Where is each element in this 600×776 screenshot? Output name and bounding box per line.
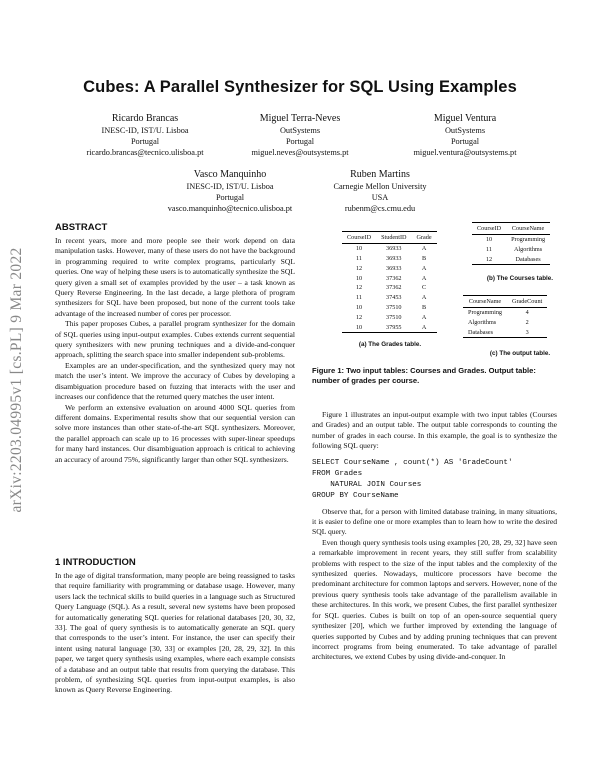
table-cell: Databases <box>506 255 550 265</box>
table-cell: 12 <box>355 264 363 272</box>
courses-table <box>472 222 550 265</box>
author-name: Miguel Ventura <box>433 113 497 124</box>
paper-title: Cubes: A Parallel Synthesizer for SQL Using Examples <box>83 78 517 96</box>
table-header-cell: GradeCount <box>507 296 547 308</box>
arxiv-stamp: arXiv:2203.04995v1 [cs.PL] 9 Mar 2022 <box>8 247 25 513</box>
author-country: Portugal <box>130 137 160 146</box>
author-email: miguel.neves@outsystems.pt <box>251 148 349 157</box>
code-line: NATURAL JOIN Courses <box>312 480 422 489</box>
author-affiliation: INESC-ID, IST/U. Lisboa <box>186 182 274 191</box>
author-affiliation: OutSystems <box>444 126 486 135</box>
grades-table <box>342 231 437 333</box>
table-cell: 11 <box>356 294 363 302</box>
table-row <box>342 303 437 313</box>
table-header-cell: CourseID <box>472 223 506 235</box>
table-cell: 37955 <box>376 322 411 332</box>
table-row <box>472 255 550 265</box>
grades-table-caption: (a) The Grades table. <box>358 341 422 348</box>
courses-table-caption: (b) The Courses table. <box>486 275 554 282</box>
figure-1-caption: Figure 1: Two input tables: Courses and Grades. Output table: number of grades per course. <box>312 366 536 385</box>
grades-table-figure <box>342 231 437 333</box>
author-country: USA <box>371 193 389 202</box>
right-paragraph: Observe that, for a person with limited database training, in many situations, it is easier to define one or more examples than to learn how to write the desired SQL query. <box>312 506 557 537</box>
right-paragraph: Even though query synthesis tools using examples [20, 28, 29, 32] have seen a remarkable improvement in recent years, they still suffer from scalability problems with respect to the size of the input tables and the complexity of the synthesized queries. Nowadays, multicore processors have become the predominant architecture for common laptops and servers. However, none of the previous query synthesis tools take advantage of the parallelism available in these architectures. In this work, we present Cubes, the first parallel synthesizer for SQL queries. Cubes is built on top of an open-source sequential query synthesizer [20], which we further improved by extending the language of queries supported by Cubes and by adding pruning techniques that can prevent incorrect programs from being enumerated. To take advantage of parallel architectures, we extend Cubes by using divide-and-conquer. In <box>312 537 557 662</box>
table-cell: 10 <box>355 304 363 312</box>
sql-code-block <box>312 458 557 502</box>
table-cell: A <box>412 322 437 332</box>
table-row <box>342 313 437 323</box>
table-cell: Programming <box>511 236 546 244</box>
table-cell: 37362 <box>386 274 402 282</box>
intro-paragraph: In the age of digital transformation, many people are being reassigned to tasks that require familiarity with programming or database usage. However, many users lack the technical skills to build queries in a language such as Structured Query Language (SQL). As a result, several new systems have been proposed for automatically generating SQL queries for relational databases [20, 30, 32, 33]. The goal of query synthesis is to automatically generate an SQL query that corresponds to the user’s intent. For instance, the user can specify their intent using natural language [30, 33] or examples [20, 28, 29, 32]. In this paper, we target query synthesis using examples, where each example consists of a database and an output table that results from querying the database. This problem, of synthesizing SQL queries from input-output examples, is also known as Query Reverse Engineering. <box>55 571 295 695</box>
author-email: ricardo.brancas@tecnico.ulisboa.pt <box>86 148 204 157</box>
output-table-caption: (c) The output table. <box>489 350 551 357</box>
author-email: miguel.ventura@outsystems.pt <box>413 148 517 157</box>
table-cell: 10 <box>355 245 363 253</box>
table-cell: 36933 <box>386 255 402 263</box>
table-row <box>342 264 437 274</box>
right-column-body <box>312 410 557 663</box>
table-cell: Databases <box>463 328 507 338</box>
table-cell: 10 <box>342 322 376 332</box>
author-email: vasco.manquinho@tecnico.ulisboa.pt <box>167 204 293 213</box>
table-cell: 36933 <box>386 245 402 253</box>
table-header-cell: Grade <box>412 232 437 244</box>
abstract-paragraph: Examples are an under-specification, and the synthesized query may not match the user’s intent. We improve the accuracy of Cubes by developing a disambiguation procedure based on fuzzing that interacts with the user and increases our confidence that the returned query matches the user intent. <box>55 360 295 402</box>
author-block-5 <box>305 168 455 214</box>
abstract-paragraph: This paper proposes Cubes, a parallel program synthesizer for the domain of SQL queries using input-output examples. Cubes extends current sequential query synthesizers with new pruning techniques and a divide-and-conquer approach, splitting the search space into smaller independent sub-problems. <box>55 319 295 360</box>
introduction-body <box>55 571 295 696</box>
table-row <box>342 283 437 293</box>
author-block-1 <box>60 112 230 158</box>
author-email: rubenm@cs.cmu.edu <box>344 204 416 213</box>
right-paragraph: Figure 1 illustrates an input-output example with two input tables (Courses and Grades) and an output table. The output table corresponds to counting the number of grades in each course. In this example, the goal is to synthesize the following SQL query: <box>312 410 557 451</box>
table-row <box>472 235 550 245</box>
table-cell: 11 <box>356 255 363 263</box>
table-row <box>342 293 437 303</box>
table-cell: 12 <box>355 284 363 292</box>
abstract-paragraph: We perform an extensive evaluation on around 4000 SQL queries from different domains. Experimental results show that our sequential version can solve more instances than other state-of-the-art SQL synthesizers. Moreover, the parallel approach can scale up to 16 processes with super-linear speedups for many hard instances. Our disambiguation approach is critical to achieving an accuracy of around 75%, significantly larger than other SQL synthesizers. <box>55 402 295 464</box>
table-cell: Algorithms <box>468 319 497 327</box>
table-cell: 12 <box>355 313 363 321</box>
author-country: Portugal <box>450 137 480 146</box>
author-block-2 <box>225 112 375 158</box>
author-name: Vasco Manquinho <box>193 169 267 180</box>
table-cell: B <box>421 255 427 263</box>
table-cell: Algorithms <box>513 246 543 254</box>
table-cell: 11 <box>486 246 493 254</box>
table-cell: Programming <box>468 309 503 317</box>
abstract-paragraph: In recent years, more and more people see their work depend on data manipulation tasks. However, many of these users do not have the background in programming required to write complex programs, particularly SQL queries. One way of helping these users is to automatically synthesize the SQL query given a small set of examples provided by the user – a task known as Query Reverse Engineering. In the last decade, a large plethora of program synthesizers for SQL have been proposed, but none of the current tools take advantage of the increased number of cores per processor. <box>55 236 295 318</box>
table-cell: 36933 <box>386 264 402 272</box>
table-row <box>342 254 437 264</box>
table-cell: A <box>421 264 427 272</box>
table-cell: 4 <box>525 309 529 317</box>
table-cell: A <box>421 313 427 321</box>
table-cell: 12 <box>472 255 506 265</box>
courses-table-figure <box>472 222 550 265</box>
table-header-cell: CourseName <box>463 296 507 308</box>
table-cell: A <box>421 274 427 282</box>
abstract-heading: ABSTRACT <box>55 222 108 233</box>
table-row <box>463 328 547 338</box>
table-cell: 10 <box>485 236 493 244</box>
author-affiliation: INESC-ID, IST/U. Lisboa <box>101 126 189 135</box>
output-table-figure <box>463 295 547 338</box>
introduction-heading: 1 INTRODUCTION <box>55 557 136 568</box>
author-name: Ricardo Brancas <box>111 113 179 124</box>
table-cell: 37453 <box>386 294 402 302</box>
table-cell: A <box>421 294 427 302</box>
table-header-cell: CourseName <box>506 223 550 235</box>
table-row <box>342 244 437 254</box>
table-header-cell: CourseID <box>342 232 376 244</box>
code-line: SELECT CourseName , count(*) AS 'GradeCount' <box>312 458 513 467</box>
table-cell: A <box>421 245 427 253</box>
author-block-4 <box>145 168 315 214</box>
author-affiliation: Carnegie Mellon University <box>333 182 427 191</box>
table-cell: B <box>421 304 427 312</box>
table-cell: 3 <box>507 328 547 338</box>
code-line: GROUP BY CourseName <box>312 491 399 500</box>
output-table <box>463 295 547 338</box>
table-cell: C <box>421 284 427 292</box>
author-name: Ruben Martins <box>350 169 410 180</box>
table-row <box>342 273 437 283</box>
author-country: Portugal <box>285 137 315 146</box>
table-header-cell: StudentID <box>376 232 411 244</box>
table-cell: 37362 <box>386 284 402 292</box>
author-name: Miguel Terra-Neves <box>259 113 341 124</box>
table-cell: 37510 <box>386 304 402 312</box>
table-row <box>472 245 550 255</box>
abstract-body <box>55 236 295 465</box>
table-cell: 2 <box>525 319 529 327</box>
code-line: FROM Grades <box>312 469 363 478</box>
table-cell: 37510 <box>386 313 402 321</box>
table-row <box>463 318 547 328</box>
author-country: Portugal <box>215 193 245 202</box>
table-cell: 10 <box>355 274 363 282</box>
table-row <box>463 308 547 318</box>
author-block-3 <box>385 112 545 158</box>
author-affiliation: OutSystems <box>279 126 321 135</box>
table-row <box>342 322 437 332</box>
